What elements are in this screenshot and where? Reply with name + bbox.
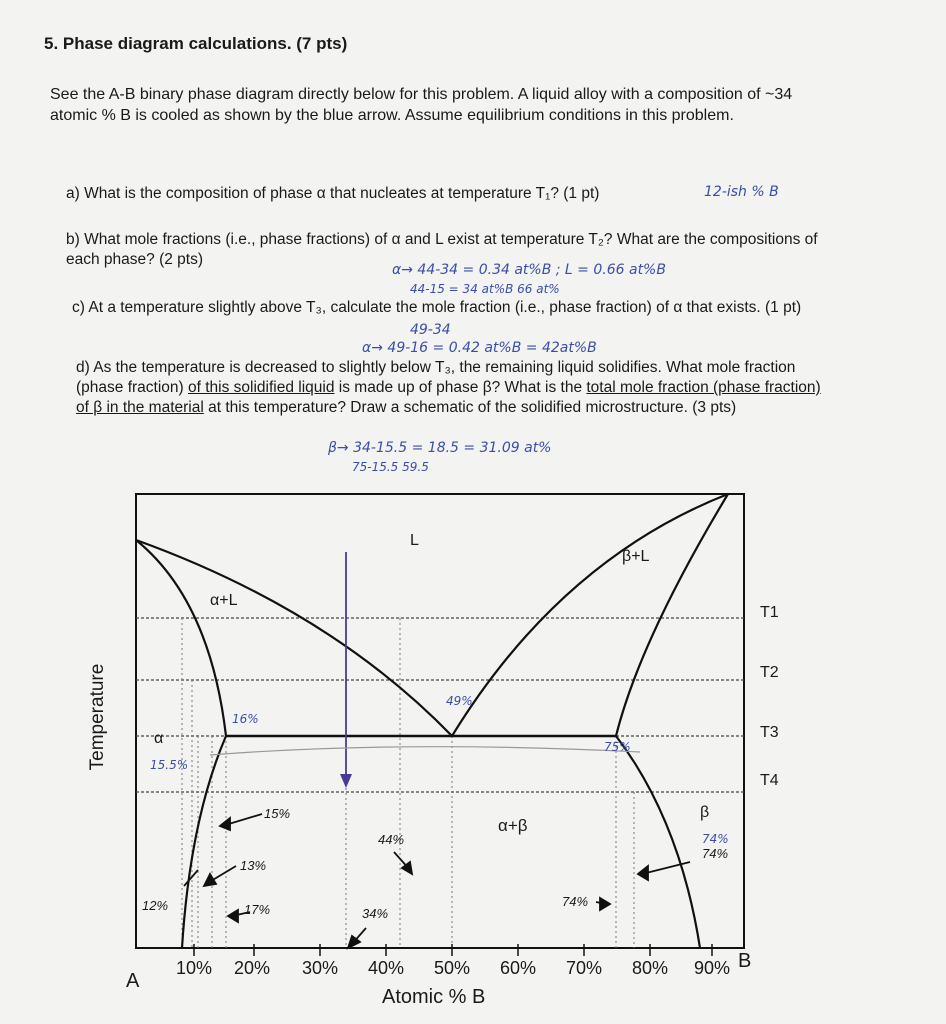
pencil-line [210, 747, 640, 755]
axis-end-a: A [126, 970, 140, 992]
annot-44: 44% [378, 832, 405, 847]
liquidus-left [136, 540, 452, 736]
question-d-text-2: is made up of phase β? What is the [334, 379, 587, 396]
region-beta-liquid: β+L [622, 548, 650, 565]
answer-a-handwriting: 12-ish % B [704, 184, 779, 200]
x-axis-label: Atomic % B [382, 986, 486, 1008]
hw-mark-74: 74% [702, 832, 729, 846]
question-c: c) At a temperature slightly above T₃, calculate the mole fraction (i.e., phase fraction) of α that exists. (1 pt) [72, 299, 802, 316]
hw-mark-75: 75% [604, 740, 631, 754]
cooling-arrowhead [340, 774, 352, 788]
question-a: a) What is the composition of phase α that nucleates at temperature T₁? (1 pt) [66, 185, 600, 202]
annot-13: 13% [240, 858, 267, 873]
x-tick-label: 20% [234, 958, 271, 978]
answer-c-line1: 49-34 [410, 322, 451, 338]
annot-34: 34% [362, 906, 389, 921]
x-tick-label: 10% [176, 958, 213, 978]
hw-mark-49: 49% [446, 694, 473, 708]
question-d-text-1: d) As the temperature is decreased to slightly below T₃, the remaining liquid solidifies. What mole fraction (phase fraction) [76, 359, 796, 396]
answer-c-line2: α→ 49-16 = 0.42 at%B = 42at%B [362, 340, 597, 356]
question-b: b) What mole fractions (i.e., phase fractions) of α and L exist at temperature T₂? What are the compositions of each phase? (2 pts) [66, 231, 818, 268]
answer-b-line2: 44-15 = 34 at%B 66 at% [410, 282, 560, 296]
solidus-left [136, 540, 226, 736]
label-t1: T1 [760, 604, 779, 621]
label-t3: T3 [760, 724, 779, 741]
hw-mark-155: 15.5% [150, 758, 189, 772]
annot-17: 17% [244, 902, 271, 917]
axis-end-b: B [738, 950, 752, 972]
answer-d-line1: β→ 34-15.5 = 18.5 = 31.09 at% [328, 440, 552, 456]
annot-15: 15% [264, 806, 291, 821]
region-liquid: L [410, 532, 419, 549]
x-tick-label: 40% [368, 958, 405, 978]
x-tick-label: 30% [302, 958, 339, 978]
solvus-left [182, 736, 226, 948]
x-tick-label: 80% [632, 958, 669, 978]
x-tick-label: 90% [694, 958, 731, 978]
answer-b-line1: α→ 44-34 = 0.34 at%B ; L = 0.66 at%B [392, 262, 666, 278]
solvus-right [616, 736, 700, 948]
region-alpha-liquid: α+L [210, 592, 238, 609]
annot-74-right: 74% [702, 846, 729, 861]
label-t2: T2 [760, 664, 779, 681]
label-t4: T4 [760, 772, 779, 789]
annot-74-left: 74% [562, 894, 589, 909]
problem-intro: See the A-B binary phase diagram directly below for this problem. A liquid alloy with a composition of ~34 atomic % B is cooled as shown by the blue arrow. Assume equilibrium conditions in this problem. [50, 86, 793, 124]
region-alpha-beta: α+β [498, 816, 528, 835]
y-axis-label: Temperature [87, 663, 108, 771]
x-tick-label: 60% [500, 958, 537, 978]
liquidus-right [452, 494, 728, 736]
x-tick-label: 70% [566, 958, 603, 978]
solidus-right [616, 494, 728, 736]
hw-mark-16: 16% [232, 712, 259, 726]
answer-d-line2: 75-15.5 59.5 [352, 460, 429, 474]
problem-title: 5. Phase diagram calculations. (7 pts) [44, 34, 348, 53]
diagram-frame [136, 494, 744, 948]
region-beta: β [700, 804, 710, 821]
y-axis-label-wrap [82, 640, 112, 800]
question-d-underline-1: of this solidified liquid [188, 379, 335, 396]
question-d-underline-2: total mole fraction (phase fraction) of β in the material [76, 379, 821, 416]
region-alpha: α [154, 730, 164, 747]
x-tick-label: 50% [434, 958, 471, 978]
question-d-text-3: at this temperature? Draw a schematic of the solidified microstructure. (3 pts) [203, 399, 737, 416]
annot-12: 12% [142, 898, 169, 913]
